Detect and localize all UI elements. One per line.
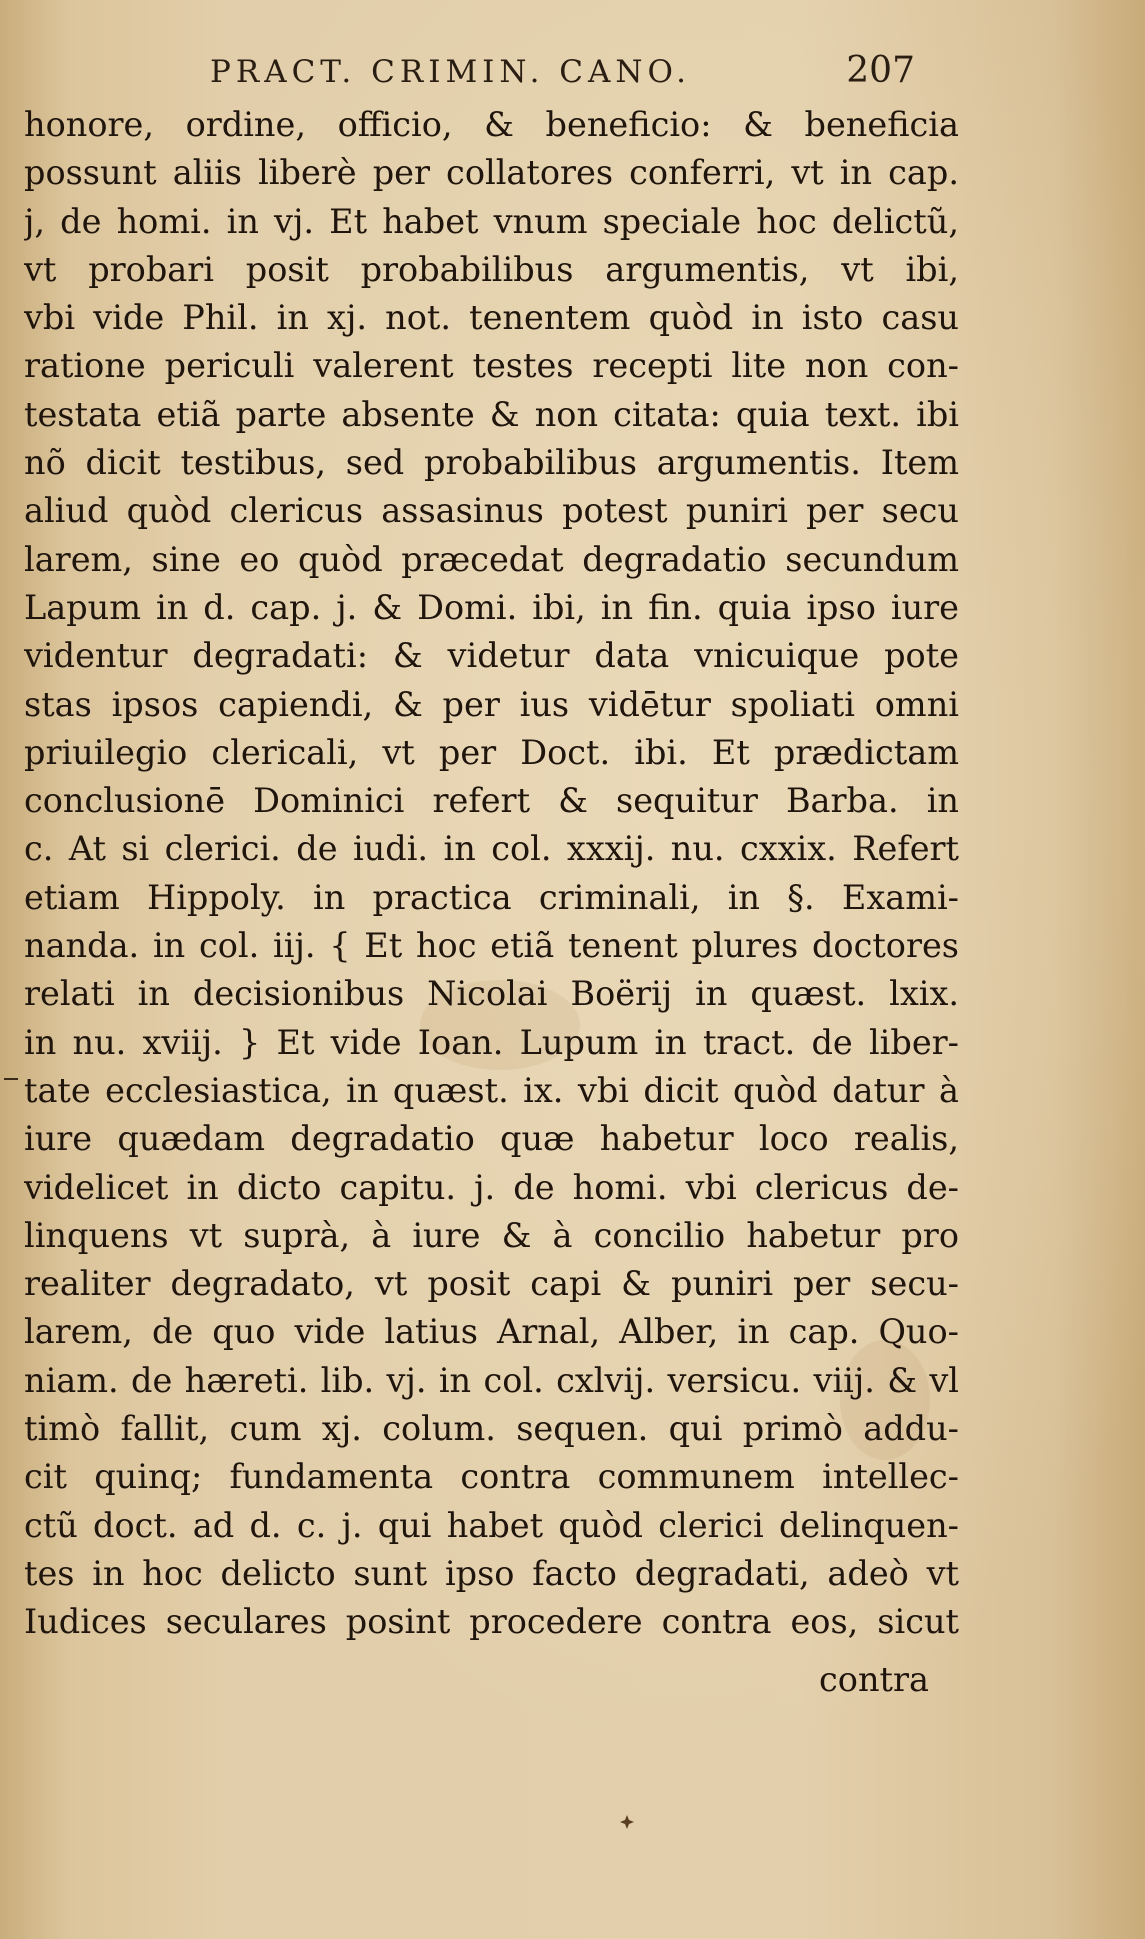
text-line: honore, ordine, officio, & beneficio: & beneficia [24, 105, 959, 144]
text-line: tate ecclesiastica, in quæst. ix. vbi dicit quòd datur à [24, 1070, 959, 1110]
text-line: aliud quòd clericus assasinus potest puniri per secu [24, 491, 959, 531]
text-line: Lapum in d. cap. j. & Domi. ibi, in fin. quia ipso iure [24, 587, 959, 627]
text-line: videlicet in dicto capitu. j. de homi. vbi clericus de- [24, 1167, 959, 1207]
text-line: etiam Hippoly. in practica criminali, in §. Exami- [24, 877, 959, 917]
text-line: in nu. xviij. } Et vide Ioan. Lupum in tract. de liber- [24, 1022, 959, 1062]
text-line: testata etiã parte absente & non citata: quia text. ibi [24, 394, 959, 434]
text-line: realiter degradato, vt posit capi & puniri per secu- [24, 1264, 959, 1304]
running-title: PRACT. CRIMIN. CANO. [210, 54, 691, 90]
catchword: contra [819, 1660, 929, 1699]
text-line: larem, sine eo quòd præcedat degradatio secundum [24, 539, 959, 579]
text-line: niam. de hæreti. lib. vj. in col. cxlvij. versicu. viij. & vl [24, 1360, 959, 1400]
text-line: iure quædam degradatio quæ habetur loco realis, [24, 1119, 959, 1159]
printer-ornament-icon [620, 1815, 634, 1829]
text-line: ctũ doct. ad d. c. j. qui habet quòd clerici delinquen- [24, 1505, 959, 1545]
page-header [150, 44, 920, 94]
text-line: vbi vide Phil. in xj. not. tenentem quòd in isto casu [24, 298, 959, 338]
margin-mark [4, 1078, 18, 1080]
text-line: tes in hoc delicto sunt ipso facto degradati, adeò vt [24, 1553, 959, 1593]
body-text [24, 101, 959, 1647]
text-line: c. At si clerici. de iudi. in col. xxxij. nu. cxxix. Refert [24, 829, 959, 869]
text-line: vt probari posit probabilibus argumentis, vt ibi, [24, 249, 959, 289]
text-line: timò fallit, cum xj. colum. sequen. qui primò addu- [24, 1409, 959, 1449]
text-line: possunt aliis liberè per collatores conferri, vt in cap. [24, 153, 959, 193]
text-line: ratione periculi valerent testes recepti lite non con- [24, 346, 959, 386]
text-line: videntur degradati: & videtur data vnicuique pote [24, 636, 959, 676]
page-number: 207 [846, 50, 915, 91]
text-line: Iudices seculares posint procedere contra eos, sicut [24, 1602, 959, 1642]
text-line: nõ dicit testibus, sed probabilibus argumentis. Item [24, 443, 959, 483]
text-line: larem, de quo vide latius Arnal, Alber, in cap. Quo- [24, 1312, 959, 1352]
text-line: stas ipsos capiendi, & per ius vidētur spoliati omni [24, 684, 959, 724]
text-line: relati in decisionibus Nicolai Boërij in quæst. lxix. [24, 974, 959, 1014]
text-line: linquens vt suprà, à iure & à concilio habetur pro [24, 1215, 959, 1255]
text-line: nanda. in col. iij. { Et hoc etiã tenent plures doctores [24, 926, 959, 966]
text-line: priuilegio clericali, vt per Doct. ibi. Et prædictam [24, 732, 959, 772]
text-line: j, de homi. in vj. Et habet vnum speciale hoc delictũ, [24, 201, 959, 241]
text-line: cit quinq; fundamenta contra communem intellec- [24, 1457, 959, 1497]
text-line: conclusionē Dominici refert & sequitur Barba. in [24, 781, 959, 821]
